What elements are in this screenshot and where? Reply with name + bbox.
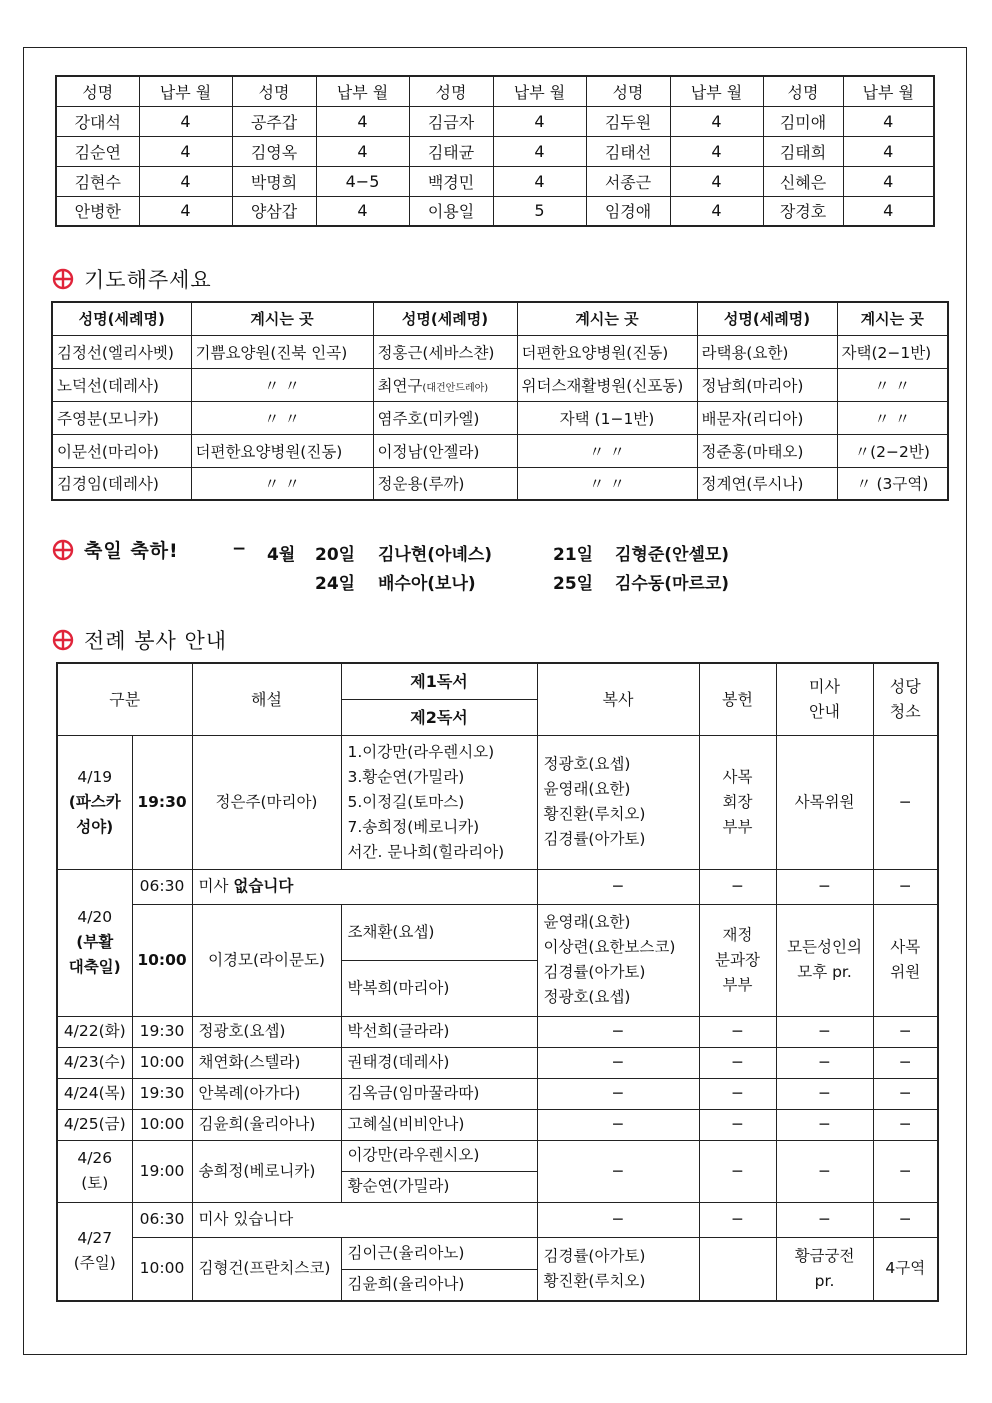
altar-cell: −	[537, 1047, 699, 1078]
offering-line: 부부	[722, 975, 753, 994]
time-cell: 19:30	[132, 1078, 192, 1109]
feast-month: 4월	[267, 545, 296, 565]
cleaning-cell: −	[873, 1078, 938, 1109]
dues-month: 4	[670, 166, 763, 196]
prayer-name: 정남희(마리아)	[697, 368, 837, 401]
offering-cell: −	[699, 869, 776, 904]
guide-cell: −	[776, 1047, 873, 1078]
guide-cell: −	[776, 1078, 873, 1109]
reading1-cell: 김이근(율리아노)	[341, 1237, 537, 1269]
dues-name: 김태선	[586, 136, 670, 166]
cleaning-cell: −	[873, 1047, 938, 1078]
prayer-place: 〃 〃	[517, 467, 697, 500]
prayer-name: 배문자(리디아)	[697, 401, 837, 434]
cleaning-cell: −	[873, 735, 938, 869]
date-cell	[57, 735, 132, 869]
cleaning-cell: −	[873, 1109, 938, 1140]
prayer-name: 김경임(데레사)	[52, 467, 191, 500]
header-cleaning	[873, 663, 938, 735]
dues-month: 4	[139, 136, 232, 166]
table-row	[52, 467, 948, 500]
dues-name: 임경애	[586, 196, 670, 226]
date-line: (주일)	[73, 1254, 116, 1273]
dues-month: 4	[493, 106, 586, 136]
dues-month: 5	[493, 196, 586, 226]
dues-month: 4	[316, 136, 409, 166]
dues-name: 공주갑	[232, 106, 316, 136]
prayer-header: 계시는 곳	[517, 302, 697, 335]
prayer-place: 〃 〃	[191, 467, 373, 500]
prayer-place: 자택 (1−1반)	[517, 401, 697, 434]
table-row	[52, 335, 948, 368]
table-row	[57, 1202, 938, 1237]
altar-cell: −	[537, 1202, 699, 1237]
dues-header-row	[56, 76, 934, 106]
table-row	[57, 869, 938, 904]
prayer-place: 더편한요양병원(진동)	[191, 434, 373, 467]
altar-cell: −	[537, 1016, 699, 1047]
dues-month: 4	[670, 196, 763, 226]
reading-cell: 김옥금(임마꿀라따)	[341, 1078, 537, 1109]
time-cell: 10:00	[132, 1047, 192, 1078]
altar-cell: −	[537, 1140, 699, 1202]
date-line: (토)	[81, 1174, 109, 1192]
feast-title: 축일 축하!	[84, 540, 179, 562]
cross-circle-icon	[52, 539, 74, 561]
feast-day: 24일	[315, 574, 356, 594]
prayer-name: 노덕선(데레사)	[52, 368, 191, 401]
prayer-place: 〃 (3구역)	[837, 467, 948, 500]
table-row	[57, 1237, 938, 1269]
date-cell	[57, 1202, 132, 1301]
mass-note: 미사	[198, 877, 229, 895]
reading2-cell: 황순연(가밀라)	[341, 1171, 537, 1202]
table-row	[57, 904, 938, 960]
dues-name: 이용일	[409, 196, 493, 226]
time-cell: 19:30	[132, 1016, 192, 1047]
prayer-name: 라택용(요한)	[697, 335, 837, 368]
altar-line: 황진환(루치오)	[543, 1271, 646, 1290]
date-line: 4/19	[77, 767, 113, 786]
dues-header: 성명	[232, 76, 316, 106]
altar-line: 윤영래(요한)	[543, 913, 631, 931]
dues-name: 안병한	[56, 196, 139, 226]
cleaning-cell: −	[873, 1016, 938, 1047]
cross-circle-icon	[52, 629, 74, 651]
commentary-cell: 김형건(프란치스코)	[192, 1237, 341, 1301]
mass-note: 미사 있습니다	[192, 1202, 537, 1237]
offering-line: 재정	[722, 925, 753, 944]
dues-name: 백경민	[409, 166, 493, 196]
prayer-place: 더편한요양병원(진동)	[517, 335, 697, 368]
commentary-cell: 채연화(스텔라)	[192, 1047, 341, 1078]
guide-cell	[776, 1237, 873, 1301]
guide-line: 모후 pr.	[797, 963, 852, 981]
prayer-name: 이정남(안젤라)	[373, 434, 517, 467]
offering-cell: −	[699, 1016, 776, 1047]
dues-header: 납부 월	[843, 76, 934, 106]
feast-name: 김나현(아녜스)	[378, 545, 493, 565]
date-line: 성야)	[76, 817, 114, 836]
prayer-header: 계시는 곳	[837, 302, 948, 335]
dues-month: 4	[316, 106, 409, 136]
header-offering: 봉헌	[699, 663, 776, 735]
prayer-name: 주영분(모니카)	[52, 401, 191, 434]
offering-cell: −	[699, 1109, 776, 1140]
reading1-cell: 이강만(라우렌시오)	[341, 1140, 537, 1171]
cleaning-cell	[873, 904, 938, 1016]
prayer-header: 성명(세례명)	[697, 302, 837, 335]
prayer-name: 정계연(루시나)	[697, 467, 837, 500]
guide-line: 모든성인의	[787, 938, 862, 956]
offering-cell	[699, 1237, 776, 1301]
dues-month: 4−5	[316, 166, 409, 196]
reading2-cell: 김윤희(율리아나)	[341, 1269, 537, 1301]
prayer-place: 기쁨요양원(진북 인곡)	[191, 335, 373, 368]
header-mass-guide-line: 안내	[809, 702, 840, 722]
header-altar: 복사	[537, 663, 699, 735]
date-line: 4/26	[77, 1149, 113, 1167]
liturgy-header-row	[57, 663, 938, 699]
liturgy-table	[56, 662, 939, 1302]
dues-header: 성명	[586, 76, 670, 106]
prayer-place: 위더스재활병원(신포동)	[517, 368, 697, 401]
cleaning-line: 사목	[890, 938, 921, 956]
reading2-cell: 박복희(마리아)	[341, 960, 537, 1016]
offering-cell	[699, 735, 776, 869]
table-row	[52, 434, 948, 467]
table-row	[56, 106, 934, 136]
prayer-name-note: (대건안드레아)	[422, 382, 489, 394]
offering-cell: −	[699, 1078, 776, 1109]
prayer-name: 최연구	[377, 376, 423, 395]
dues-name: 김영옥	[232, 136, 316, 166]
dues-month: 4	[316, 196, 409, 226]
prayer-name: 김정선(엘리사벳)	[52, 335, 191, 368]
dues-name: 서종근	[586, 166, 670, 196]
date-line: (부활	[76, 933, 114, 951]
date-line: 4/20	[77, 908, 113, 926]
header-commentary: 해설	[192, 663, 341, 735]
header-cleaning-line: 성당	[889, 677, 921, 697]
prayer-title: 기도해주세요	[84, 268, 212, 292]
commentary-cell: 정광호(요셉)	[192, 1016, 341, 1047]
reading-line: 3.황순연(가밀라)	[347, 767, 465, 786]
time-cell: 06:30	[132, 869, 192, 904]
dues-name: 김태희	[763, 136, 843, 166]
offering-cell: −	[699, 1047, 776, 1078]
time-cell: 10:00	[132, 904, 192, 1016]
feast-section-header	[52, 536, 179, 563]
date-line: 4/27	[77, 1229, 113, 1248]
prayer-place: 〃 〃	[191, 368, 373, 401]
altar-line: 김경률(아가토)	[543, 963, 646, 981]
dues-month: 4	[843, 106, 934, 136]
dues-name: 김금자	[409, 106, 493, 136]
dues-name: 김두원	[586, 106, 670, 136]
altar-line: 이상련(요한보스코)	[543, 938, 676, 956]
feast-dash: −	[232, 539, 247, 559]
table-row	[56, 166, 934, 196]
guide-line: pr.	[814, 1271, 835, 1290]
prayer-place: 〃 〃	[191, 401, 373, 434]
cleaning-cell: −	[873, 869, 938, 904]
table-row	[57, 1078, 938, 1109]
mass-note-cell	[192, 869, 537, 904]
dues-name: 김순연	[56, 136, 139, 166]
altar-line: 김경률(아가토)	[543, 830, 646, 848]
offering-line: 사목	[722, 767, 753, 786]
feast-day: 20일	[315, 545, 356, 565]
date-line: 대축일)	[68, 958, 121, 976]
header-reading1: 제1독서	[341, 663, 537, 699]
table-row	[57, 1047, 938, 1078]
dues-month: 4	[843, 196, 934, 226]
dues-month: 4	[493, 136, 586, 166]
table-row	[57, 1109, 938, 1140]
dues-header: 성명	[56, 76, 139, 106]
altar-line: 윤영래(요한)	[543, 780, 631, 798]
guide-cell	[776, 904, 873, 1016]
altar-line: 정광호(요셉)	[543, 755, 631, 773]
cleaning-cell: 4구역	[873, 1237, 938, 1301]
offering-line: 회장	[722, 792, 753, 811]
reading-cell: 박선희(글라라)	[341, 1016, 537, 1047]
prayer-header: 성명(세례명)	[52, 302, 191, 335]
dues-header: 납부 월	[139, 76, 232, 106]
date-cell: 4/22(화)	[57, 1016, 132, 1047]
altar-cell	[537, 735, 699, 869]
prayer-name: 정준홍(마태오)	[697, 434, 837, 467]
prayer-name: 염주호(미카엘)	[373, 401, 517, 434]
altar-cell	[537, 904, 699, 1016]
cross-circle-icon	[52, 268, 74, 290]
table-row	[57, 1016, 938, 1047]
prayer-header: 계시는 곳	[191, 302, 373, 335]
prayer-section-header	[52, 264, 212, 294]
guide-cell: −	[776, 1109, 873, 1140]
cleaning-cell: −	[873, 1140, 938, 1202]
dues-header: 납부 월	[493, 76, 586, 106]
dues-name: 김현수	[56, 166, 139, 196]
prayer-name: 정홍근(세바스챤)	[373, 335, 517, 368]
time-cell: 10:00	[132, 1109, 192, 1140]
dues-name: 김태균	[409, 136, 493, 166]
table-row	[56, 136, 934, 166]
dues-name: 김미애	[763, 106, 843, 136]
header-reading2: 제2독서	[341, 699, 537, 735]
altar-cell: −	[537, 1078, 699, 1109]
dues-month: 4	[843, 166, 934, 196]
reading-line: 1.이강만(라우렌시오)	[347, 742, 495, 761]
commentary-cell: 정은주(마리아)	[192, 735, 341, 869]
header-mass-guide-line: 미사	[809, 677, 840, 697]
prayer-table	[51, 301, 949, 501]
date-cell	[57, 869, 132, 1016]
table-row	[52, 368, 948, 401]
guide-line: 황금궁전	[794, 1246, 855, 1265]
prayer-header-row	[52, 302, 948, 335]
header-mass-guide	[776, 663, 873, 735]
guide-cell: −	[776, 869, 873, 904]
dues-month: 4	[670, 106, 763, 136]
prayer-name: 이문선(마리아)	[52, 434, 191, 467]
feast-day: 25일	[553, 574, 594, 594]
dues-name: 강대석	[56, 106, 139, 136]
reading-line: 7.송희정(베로니카)	[347, 817, 480, 836]
table-row	[57, 1140, 938, 1171]
header-gubun: 구분	[57, 663, 192, 735]
commentary-cell: 김윤희(율리아나)	[192, 1109, 341, 1140]
dues-month: 4	[493, 166, 586, 196]
reading-line: 5.이정길(토마스)	[347, 792, 465, 811]
altar-cell	[537, 1237, 699, 1301]
dues-header: 납부 월	[670, 76, 763, 106]
time-cell: 19:00	[132, 1140, 192, 1202]
commentary-cell: 이경모(라이문도)	[192, 904, 341, 1016]
guide-cell: −	[776, 1016, 873, 1047]
prayer-place: 〃(2−2반)	[837, 434, 948, 467]
commentary-cell: 송희정(베로니카)	[192, 1140, 341, 1202]
guide-cell: 사목위원	[776, 735, 873, 869]
reading-cell: 권태경(데레사)	[341, 1047, 537, 1078]
altar-cell: −	[537, 869, 699, 904]
guide-cell: −	[776, 1140, 873, 1202]
offering-cell	[699, 904, 776, 1016]
cleaning-line: 위원	[890, 963, 921, 981]
reading-line: 서간. 문나희(힐라리아)	[347, 842, 505, 861]
table-row	[57, 735, 938, 869]
time-cell: 06:30	[132, 1202, 192, 1237]
liturgy-section-header	[52, 625, 227, 655]
reading-cell: 고혜실(비비안나)	[341, 1109, 537, 1140]
date-cell: 4/24(목)	[57, 1078, 132, 1109]
offering-cell: −	[699, 1140, 776, 1202]
altar-line: 황진환(루치오)	[543, 805, 646, 823]
date-cell: 4/23(수)	[57, 1047, 132, 1078]
readings-cell	[341, 735, 537, 869]
date-cell	[57, 1140, 132, 1202]
prayer-header: 성명(세례명)	[373, 302, 517, 335]
dues-month: 4	[843, 136, 934, 166]
reading1-cell: 조채환(요셉)	[341, 904, 537, 960]
prayer-place: 자택(2−1반)	[837, 335, 948, 368]
feast-name: 배수아(보나)	[378, 574, 476, 594]
prayer-name-cell	[373, 368, 517, 401]
offering-cell: −	[699, 1202, 776, 1237]
feast-name: 김수동(마르코)	[615, 574, 730, 594]
dues-header: 납부 월	[316, 76, 409, 106]
prayer-place: 〃 〃	[837, 368, 948, 401]
table-row	[56, 196, 934, 226]
altar-line: 정광호(요셉)	[543, 988, 631, 1006]
guide-cell: −	[776, 1202, 873, 1237]
prayer-place: 〃 〃	[517, 434, 697, 467]
dues-month: 4	[139, 106, 232, 136]
feast-day: 21일	[553, 545, 594, 565]
date-line: (파스카	[68, 792, 121, 811]
altar-cell: −	[537, 1109, 699, 1140]
dues-name: 신혜은	[763, 166, 843, 196]
dues-month: 4	[139, 196, 232, 226]
date-cell: 4/25(금)	[57, 1109, 132, 1140]
dues-header: 성명	[763, 76, 843, 106]
dues-month: 4	[139, 166, 232, 196]
dues-name: 박명희	[232, 166, 316, 196]
offering-line: 분과장	[715, 950, 760, 969]
dues-name: 양삼갑	[232, 196, 316, 226]
liturgy-title: 전례 봉사 안내	[84, 629, 228, 653]
altar-line: 김경률(아가토)	[543, 1246, 646, 1265]
mass-note-bold: 없습니다	[233, 877, 294, 895]
dues-header: 성명	[409, 76, 493, 106]
prayer-name: 정운용(루까)	[373, 467, 517, 500]
dues-table	[55, 75, 935, 227]
cleaning-cell: −	[873, 1202, 938, 1237]
commentary-cell: 안복례(아가다)	[192, 1078, 341, 1109]
dues-month: 4	[670, 136, 763, 166]
offering-line: 부부	[722, 817, 753, 836]
header-cleaning-line: 청소	[889, 702, 921, 722]
time-cell: 10:00	[132, 1237, 192, 1301]
dues-name: 장경호	[763, 196, 843, 226]
prayer-place: 〃 〃	[837, 401, 948, 434]
feast-name: 김형준(안셀모)	[615, 545, 730, 565]
time-cell: 19:30	[132, 735, 192, 869]
table-row	[52, 401, 948, 434]
